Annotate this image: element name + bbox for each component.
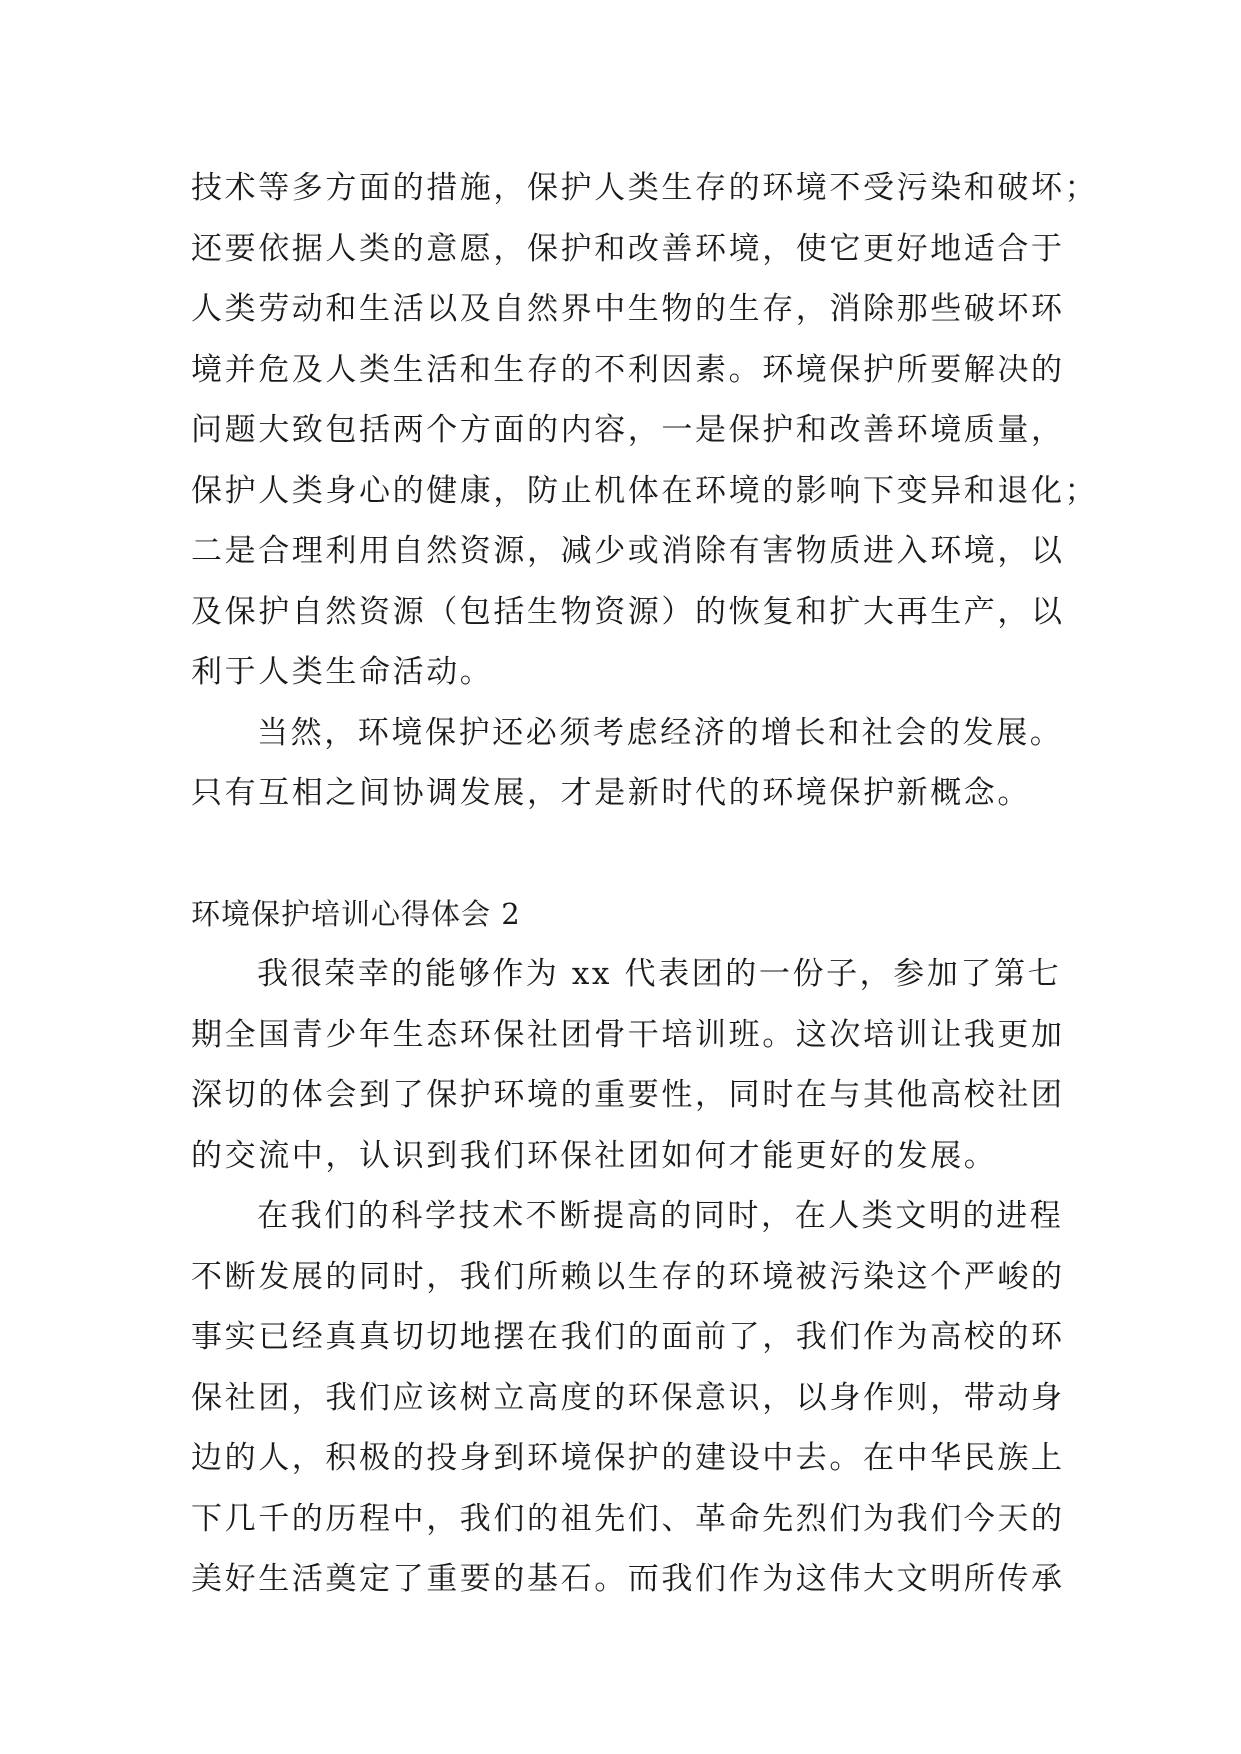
text-line: 边的人，积极的投身到环境保护的建设中去。在中华民族上	[191, 1440, 1065, 1476]
text-line: 二是合理利用自然资源，减少或消除有害物质进入环境，以	[191, 533, 1065, 569]
text-line: 利于人类生命活动。	[191, 654, 494, 690]
text-line: 人类劳动和生活以及自然界中生物的生存，消除那些破坏环	[191, 291, 1065, 327]
text-line: 只有互相之间协调发展，才是新时代的环境保护新概念。	[191, 775, 1031, 811]
text-line: 保护人类身心的健康，防止机体在环境的影响下变异和退化；	[191, 472, 1099, 509]
blank-line	[191, 824, 1051, 884]
text-line: 在我们的科学技术不断提高的同时，在人类文明的进程	[257, 1198, 1064, 1234]
paragraph	[191, 1186, 1065, 1610]
document-body	[191, 158, 1099, 1610]
text-line: 不断发展的同时，我们所赖以生存的环境被污染这个严峻的	[191, 1258, 1065, 1295]
text-line: 还要依据人类的意愿，保护和改善环境，使它更好地适合于	[191, 230, 1065, 267]
text-line: 我很荣幸的能够作为 xx 代表团的一份子，参加了第七	[257, 956, 1062, 992]
text-line: 保社团，我们应该树立高度的环保意识，以身作则，带动身	[191, 1379, 1065, 1416]
section-heading: 环境保护培训心得体会 2	[191, 896, 521, 931]
text-line: 问题大致包括两个方面的内容，一是保护和改善环境质量，	[191, 412, 1065, 448]
text-line: 深切的体会到了保护环境的重要性，同时在与其他高校社团	[191, 1077, 1065, 1113]
text-line: 的交流中，认识到我们环保社团如何才能更好的发展。	[191, 1137, 998, 1174]
text-line: 境并危及人类生活和生存的不利因素。环境保护所要解决的	[191, 351, 1065, 388]
text-line: 下几千的历程中，我们的祖先们、革命先烈们为我们今天的	[191, 1500, 1065, 1537]
text-line: 及保护自然资源（包括生物资源）的恢复和扩大再生产，以	[191, 593, 1065, 630]
paragraph	[191, 703, 1064, 824]
text-line: 事实已经真真切切地摆在我们的面前了，我们作为高校的环	[191, 1319, 1065, 1355]
paragraph	[191, 944, 1065, 1186]
text-line: 期全国青少年生态环保社团骨干培训班。这次培训让我更加	[191, 1016, 1065, 1053]
text-line: 美好生活奠定了重要的基石。而我们作为这伟大文明所传承	[191, 1561, 1065, 1597]
text-line: 技术等多方面的措施，保护人类生存的环境不受污染和破坏；	[191, 170, 1099, 206]
paragraph	[191, 158, 1099, 703]
text-line: 当然，环境保护还必须考虑经济的增长和社会的发展。	[257, 714, 1064, 751]
